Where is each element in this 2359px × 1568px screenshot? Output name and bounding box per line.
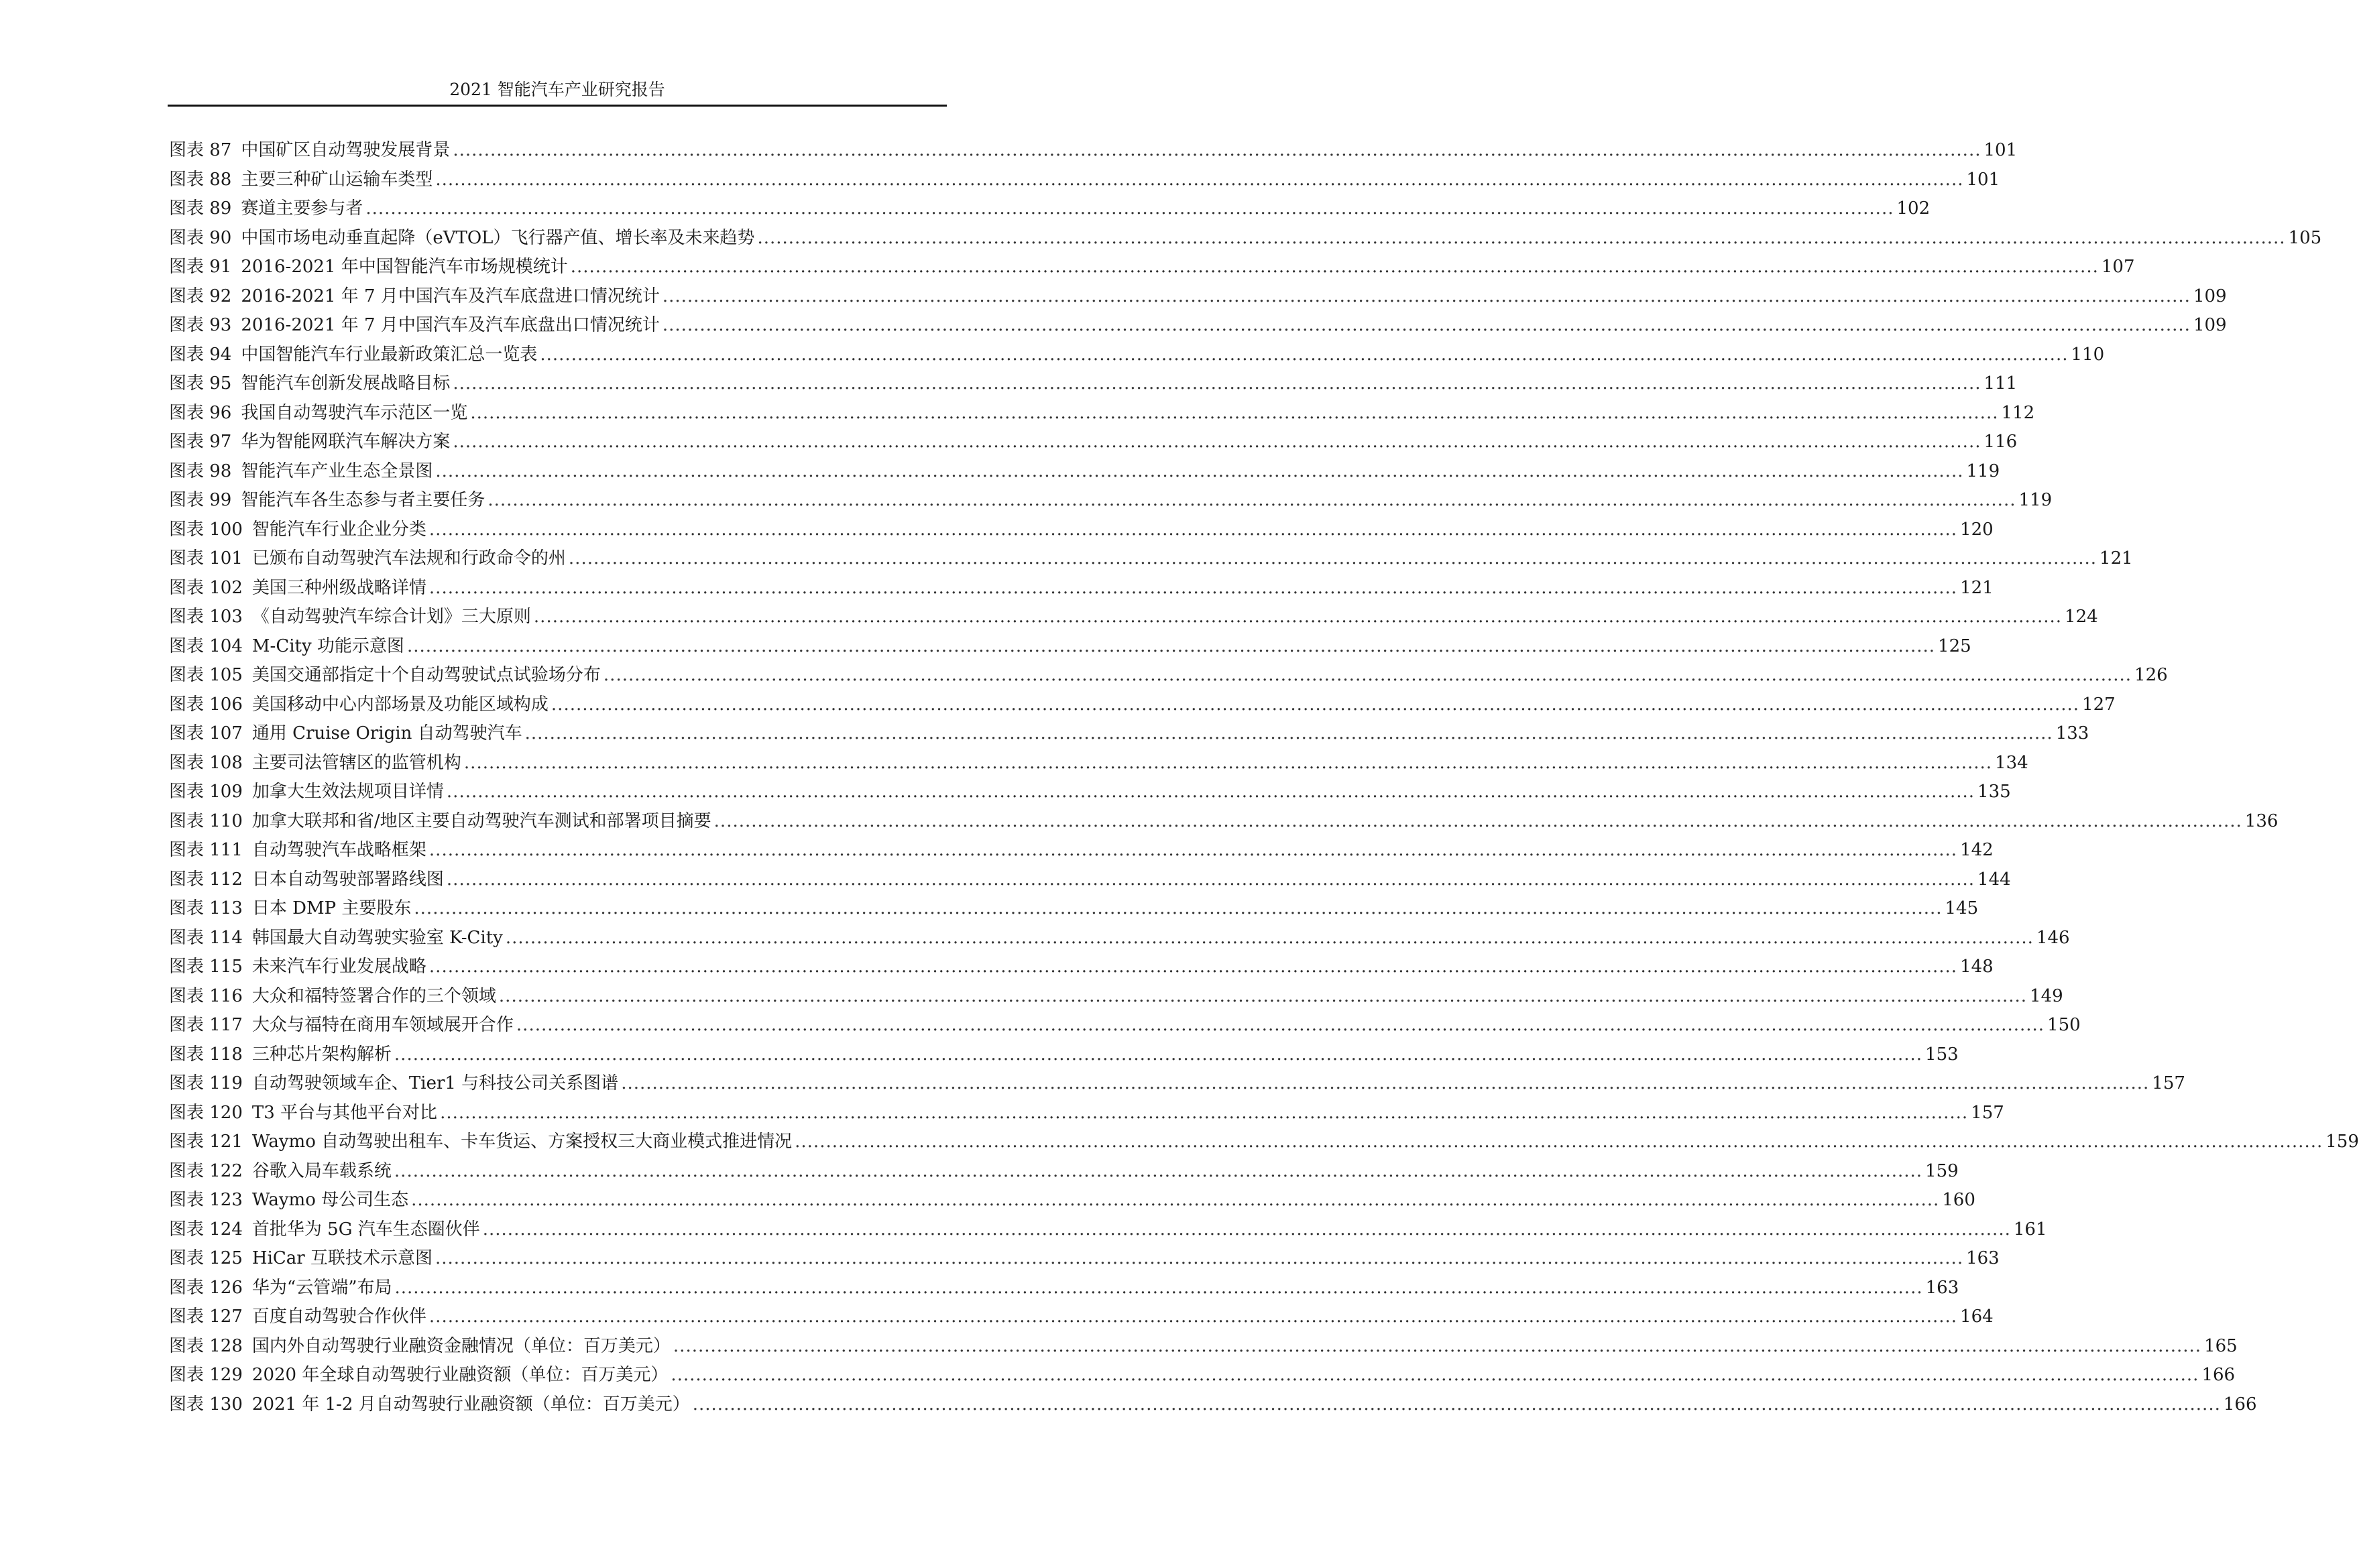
toc-entry-page-number: 160 (1942, 1190, 1975, 1210)
dot-leader (429, 516, 1957, 545)
toc-entry-title: 2020 年全球自动驾驶行业融资额（单位：百万美元） (251, 1365, 669, 1385)
toc-entry[interactable] (169, 719, 2089, 749)
toc-entry-title: M-City 功能示意图 (251, 636, 404, 656)
toc-entry[interactable] (169, 457, 2000, 487)
toc-entry-page-number: 124 (2065, 607, 2098, 627)
toc-entry[interactable] (169, 166, 2000, 195)
toc-entry-label: 图表 116 (169, 985, 243, 1006)
toc-entry-label: 图表 106 (169, 694, 243, 715)
toc-entry-title: 赛道主要参与者 (241, 198, 363, 219)
dot-leader (671, 1361, 2199, 1390)
toc-entry-title: 通用 Cruise Origin 自动驾驶汽车 (251, 723, 522, 743)
table-of-figures (169, 136, 2359, 1419)
toc-entry-page-number: 135 (1977, 782, 2011, 802)
dot-leader (407, 632, 1935, 662)
toc-entry[interactable] (169, 1040, 1959, 1070)
toc-entry-page-number: 116 (1983, 432, 2018, 452)
toc-entry-page-number: 126 (2134, 665, 2168, 685)
toc-entry-label: 图表 90 (169, 227, 232, 248)
toc-entry[interactable] (169, 1215, 2047, 1245)
dot-leader (516, 1011, 2045, 1040)
dot-leader (453, 428, 1981, 457)
toc-entry-title: 中国智能汽车行业最新政策汇总一览表 (241, 344, 538, 365)
dot-leader (440, 1099, 1968, 1128)
toc-entry-label: 图表 107 (169, 723, 243, 743)
toc-entry-label: 图表 121 (169, 1132, 243, 1152)
report-title: 2021 智能汽车产业研究报告 (449, 80, 665, 99)
toc-entry-page-number: 112 (2001, 402, 2035, 423)
toc-entry-label: 图表 125 (169, 1248, 243, 1268)
dot-leader (429, 1303, 1957, 1332)
toc-entry-title: 已颁布自动驾驶汽车法规和行政命令的州 (251, 548, 566, 568)
toc-entry-title: 智能汽车各生态参与者主要任务 (241, 490, 485, 510)
toc-entry[interactable] (169, 1303, 1994, 1332)
toc-entry-label: 图表 100 (169, 519, 243, 540)
toc-entry-page-number: 119 (2018, 490, 2053, 510)
toc-entry[interactable] (169, 1099, 2004, 1128)
toc-entry-page-number: 109 (2193, 315, 2227, 335)
toc-entry[interactable] (169, 865, 2011, 895)
toc-entry-title: 美国交通部指定十个自动驾驶试点试验场分布 (251, 665, 601, 685)
toc-entry-title: Waymo 母公司生态 (251, 1190, 409, 1210)
toc-entry-label: 图表 108 (169, 752, 243, 773)
toc-entry[interactable] (169, 894, 1979, 924)
toc-entry-label: 图表 94 (169, 344, 232, 365)
toc-entry[interactable] (169, 1128, 2359, 1157)
toc-entry[interactable] (169, 1157, 1959, 1187)
toc-entry-page-number: 134 (1995, 752, 2028, 773)
toc-entry-title: 主要三种矿山运输车类型 (241, 169, 433, 190)
toc-entry-page-number: 146 (2036, 927, 2070, 948)
toc-entry[interactable] (169, 253, 2135, 282)
toc-entry-page-number: 148 (1960, 957, 1994, 977)
toc-entry-title: 我国自动驾驶汽车示范区一览 (241, 402, 468, 423)
toc-entry-title: 智能汽车创新发展战略目标 (241, 373, 451, 394)
dot-leader (470, 399, 1998, 428)
dot-leader (540, 341, 2068, 370)
toc-entry[interactable] (169, 544, 2133, 574)
dot-leader (534, 603, 2062, 632)
toc-entry-title: 韩国最大自动驾驶实验室 K-City (251, 927, 503, 948)
toc-entry-title: 日本 DMP 主要股东 (251, 898, 412, 918)
toc-entry[interactable] (169, 982, 2063, 1012)
toc-entry[interactable] (169, 690, 2116, 720)
toc-entry-label: 图表 110 (169, 810, 243, 831)
toc-entry[interactable] (169, 224, 2322, 253)
toc-entry-page-number: 109 (2193, 286, 2227, 306)
toc-entry-page-number: 159 (2325, 1132, 2359, 1152)
dot-leader (506, 924, 2034, 953)
toc-entry-label: 图表 88 (169, 169, 232, 190)
toc-entry-title: 《自动驾驶汽车综合计划》三大原则 (251, 607, 531, 627)
toc-entry-label: 图表 98 (169, 461, 232, 481)
toc-entry-title: 华为智能网联汽车解决方案 (241, 432, 451, 452)
toc-entry-label: 图表 114 (169, 927, 243, 948)
toc-entry-title: 自动驾驶领域车企、Tier1 与科技公司关系图谱 (251, 1073, 619, 1093)
toc-entry-label: 图表 124 (169, 1219, 243, 1240)
toc-entry-title: HiCar 互联技术示意图 (251, 1248, 433, 1268)
toc-entry-title: 谷歌入局车载系统 (251, 1160, 392, 1181)
dot-leader (453, 369, 1981, 399)
dot-leader (693, 1390, 2221, 1420)
toc-entry[interactable] (169, 136, 2018, 166)
toc-entry-page-number: 119 (1966, 461, 2000, 481)
toc-entry-title: 华为“云管端”布局 (251, 1277, 392, 1298)
toc-entry-title: 三种芯片架构解析 (251, 1044, 392, 1065)
toc-entry-page-number: 159 (1925, 1160, 1959, 1181)
dot-leader (525, 719, 2053, 749)
toc-entry-label: 图表 122 (169, 1160, 243, 1181)
toc-entry-page-number: 101 (1966, 169, 2000, 190)
toc-entry-page-number: 142 (1960, 840, 1994, 860)
toc-entry[interactable] (169, 369, 2018, 399)
dot-leader (487, 486, 2016, 516)
toc-entry-page-number: 161 (2013, 1219, 2047, 1240)
toc-entry-title: 大众和福特签署合作的三个领域 (251, 985, 496, 1006)
toc-entry[interactable] (169, 807, 2279, 837)
toc-entry-label: 图表 91 (169, 257, 232, 277)
toc-entry-title: T3 平台与其他平台对比 (251, 1102, 438, 1123)
toc-entry[interactable] (169, 632, 1971, 662)
toc-entry[interactable] (169, 574, 1994, 603)
toc-entry[interactable] (169, 1186, 1975, 1215)
toc-entry-label: 图表 92 (169, 286, 232, 306)
dot-leader (394, 1157, 1922, 1187)
dot-leader (395, 1274, 1923, 1303)
toc-entry-page-number: 163 (1925, 1277, 1959, 1298)
toc-entry[interactable] (169, 282, 2227, 312)
toc-entry-label: 图表 120 (169, 1102, 243, 1123)
dot-leader (429, 574, 1957, 603)
toc-entry-title: 美国移动中心内部场景及功能区域构成 (251, 694, 549, 715)
toc-entry-page-number: 164 (1960, 1307, 1994, 1327)
toc-entry-title: 2016-2021 年 7 月中国汽车及汽车底盘出口情况统计 (241, 315, 660, 335)
toc-entry[interactable] (169, 924, 2070, 953)
dot-leader (435, 457, 1963, 487)
toc-entry-page-number: 133 (2055, 723, 2089, 743)
toc-entry-title: 百度自动驾驶合作伙伴 (251, 1307, 426, 1327)
toc-entry-label: 图表 130 (169, 1394, 243, 1414)
dot-leader (714, 807, 2242, 837)
toc-entry-page-number: 163 (1966, 1248, 2000, 1268)
dot-leader (499, 982, 2027, 1012)
toc-entry-page-number: 165 (2204, 1335, 2238, 1356)
toc-entry[interactable] (169, 1390, 2257, 1420)
toc-entry-page-number: 111 (1983, 373, 2018, 394)
dot-leader (447, 865, 1975, 895)
toc-entry-page-number: 125 (1938, 636, 1971, 656)
toc-entry-title: 日本自动驾驶部署路线图 (251, 869, 444, 890)
dot-leader (673, 1332, 2201, 1362)
toc-entry[interactable] (169, 603, 2098, 632)
toc-entry[interactable] (169, 1011, 2081, 1040)
toc-entry-page-number: 121 (1960, 577, 1994, 598)
dot-leader (603, 661, 2132, 690)
toc-entry[interactable] (169, 836, 1994, 865)
toc-entry-label: 图表 111 (169, 840, 243, 860)
toc-entry-title: 主要司法管辖区的监管机构 (251, 752, 461, 773)
toc-entry-label: 图表 128 (169, 1335, 243, 1356)
toc-entry-title: 2016-2021 年 7 月中国汽车及汽车底盘进口情况统计 (241, 286, 660, 306)
toc-entry-label: 图表 118 (169, 1044, 243, 1065)
toc-entry-label: 图表 117 (169, 1015, 243, 1035)
toc-entry-page-number: 166 (2223, 1394, 2257, 1414)
toc-entry-label: 图表 126 (169, 1277, 243, 1298)
dot-leader (394, 1040, 1922, 1070)
toc-entry-label: 图表 103 (169, 607, 243, 627)
dot-leader (447, 778, 1975, 807)
toc-entry-label: 图表 105 (169, 665, 243, 685)
toc-entry-title: 未来汽车行业发展战略 (251, 957, 426, 977)
toc-entry-page-number: 110 (2071, 344, 2105, 365)
dot-leader (795, 1128, 2323, 1157)
toc-entry[interactable] (169, 341, 2105, 370)
dot-leader (569, 544, 2097, 574)
toc-entry[interactable] (169, 1332, 2238, 1362)
toc-entry-page-number: 166 (2201, 1365, 2236, 1385)
dot-leader (365, 194, 1894, 224)
toc-entry-page-number: 121 (2099, 548, 2133, 568)
toc-entry-label: 图表 99 (169, 490, 232, 510)
toc-entry-page-number: 136 (2244, 810, 2279, 831)
toc-entry[interactable] (169, 778, 2011, 807)
dot-leader (411, 1186, 1939, 1215)
toc-entry-title: 2021 年 1-2 月自动驾驶行业融资额（单位：百万美元） (251, 1394, 690, 1414)
dot-leader (663, 311, 2191, 341)
toc-entry-label: 图表 123 (169, 1190, 243, 1210)
toc-entry[interactable] (169, 661, 2168, 690)
toc-entry-page-number: 102 (1896, 198, 1931, 219)
toc-entry[interactable] (169, 1069, 2185, 1099)
toc-entry-page-number: 101 (1983, 140, 2018, 160)
dot-leader (621, 1069, 2149, 1099)
toc-entry-label: 图表 95 (169, 373, 232, 394)
dot-leader (663, 282, 2191, 312)
toc-entry[interactable] (169, 1274, 1959, 1303)
dot-leader (571, 253, 2099, 282)
toc-entry-page-number: 107 (2101, 257, 2135, 277)
dot-leader (551, 690, 2079, 720)
toc-entry[interactable] (169, 311, 2227, 341)
toc-entry-page-number: 153 (1925, 1044, 1959, 1065)
toc-entry-title: 智能汽车行业企业分类 (251, 519, 426, 540)
toc-entry-title: 智能汽车产业生态全景图 (241, 461, 433, 481)
toc-entry-label: 图表 129 (169, 1365, 243, 1385)
toc-entry[interactable] (169, 399, 2035, 428)
toc-entry-label: 图表 101 (169, 548, 243, 568)
dot-leader (429, 836, 1957, 865)
toc-entry-title: 中国矿区自动驾驶发展背景 (241, 140, 451, 160)
toc-entry-page-number: 145 (1945, 898, 1979, 918)
toc-entry-title: 国内外自动驾驶行业融资金融情况（单位：百万美元） (251, 1335, 671, 1356)
toc-entry[interactable] (169, 428, 2018, 457)
toc-entry-page-number: 144 (1977, 869, 2011, 890)
toc-entry-title: 美国三种州级战略详情 (251, 577, 426, 598)
dot-leader (414, 894, 1942, 924)
toc-entry-page-number: 120 (1960, 519, 1994, 540)
dot-leader (483, 1215, 2011, 1245)
toc-entry-title: 加拿大生效法规项目详情 (251, 782, 444, 802)
toc-entry-label: 图表 87 (169, 140, 232, 160)
toc-entry[interactable] (169, 953, 1994, 982)
toc-entry-label: 图表 112 (169, 869, 243, 890)
toc-entry-title: 自动驾驶汽车战略框架 (251, 840, 426, 860)
toc-entry-label: 图表 115 (169, 957, 243, 977)
toc-entry-page-number: 127 (2082, 694, 2116, 715)
toc-entry-page-number: 150 (2047, 1015, 2081, 1035)
dot-leader (435, 166, 1963, 195)
toc-entry-title: 首批华为 5G 汽车生态圈伙伴 (251, 1219, 480, 1240)
toc-entry[interactable] (169, 486, 2053, 516)
toc-entry-label: 图表 89 (169, 198, 232, 219)
dot-leader (435, 1244, 1963, 1274)
toc-entry-title: Waymo 自动驾驶出租车、卡车货运、方案授权三大商业模式推进情况 (251, 1132, 793, 1152)
toc-entry-page-number: 157 (2152, 1073, 2185, 1093)
dot-leader (464, 749, 1992, 778)
toc-entry-title: 2016-2021 年中国智能汽车市场规模统计 (241, 257, 568, 277)
toc-entry-label: 图表 127 (169, 1307, 243, 1327)
toc-entry-label: 图表 102 (169, 577, 243, 598)
toc-entry-label: 图表 113 (169, 898, 243, 918)
dot-leader (429, 953, 1957, 982)
toc-entry-label: 图表 93 (169, 315, 232, 335)
toc-entry[interactable] (169, 1361, 2236, 1390)
toc-entry-label: 图表 109 (169, 782, 243, 802)
toc-entry[interactable] (169, 516, 1994, 545)
toc-entry-label: 图表 96 (169, 402, 232, 423)
toc-entry-title: 中国市场电动垂直起降（eVTOL）飞行器产值、增长率及未来趋势 (241, 227, 755, 248)
page-header (168, 75, 947, 107)
toc-entry[interactable] (169, 194, 1931, 224)
toc-entry-page-number: 149 (2030, 985, 2063, 1006)
dot-leader (757, 224, 2285, 253)
toc-entry[interactable] (169, 1244, 2000, 1274)
toc-entry-page-number: 157 (1971, 1102, 2004, 1123)
toc-entry-label: 图表 104 (169, 636, 243, 656)
toc-entry-label: 图表 97 (169, 432, 232, 452)
toc-entry-label: 图表 119 (169, 1073, 243, 1093)
toc-entry-page-number: 105 (2288, 227, 2322, 248)
toc-entry-title: 加拿大联邦和省/地区主要自动驾驶汽车测试和部署项目摘要 (251, 810, 711, 831)
dot-leader (453, 136, 1981, 166)
toc-entry-title: 大众与福特在商用车领域展开合作 (251, 1015, 514, 1035)
toc-entry[interactable] (169, 749, 2028, 778)
